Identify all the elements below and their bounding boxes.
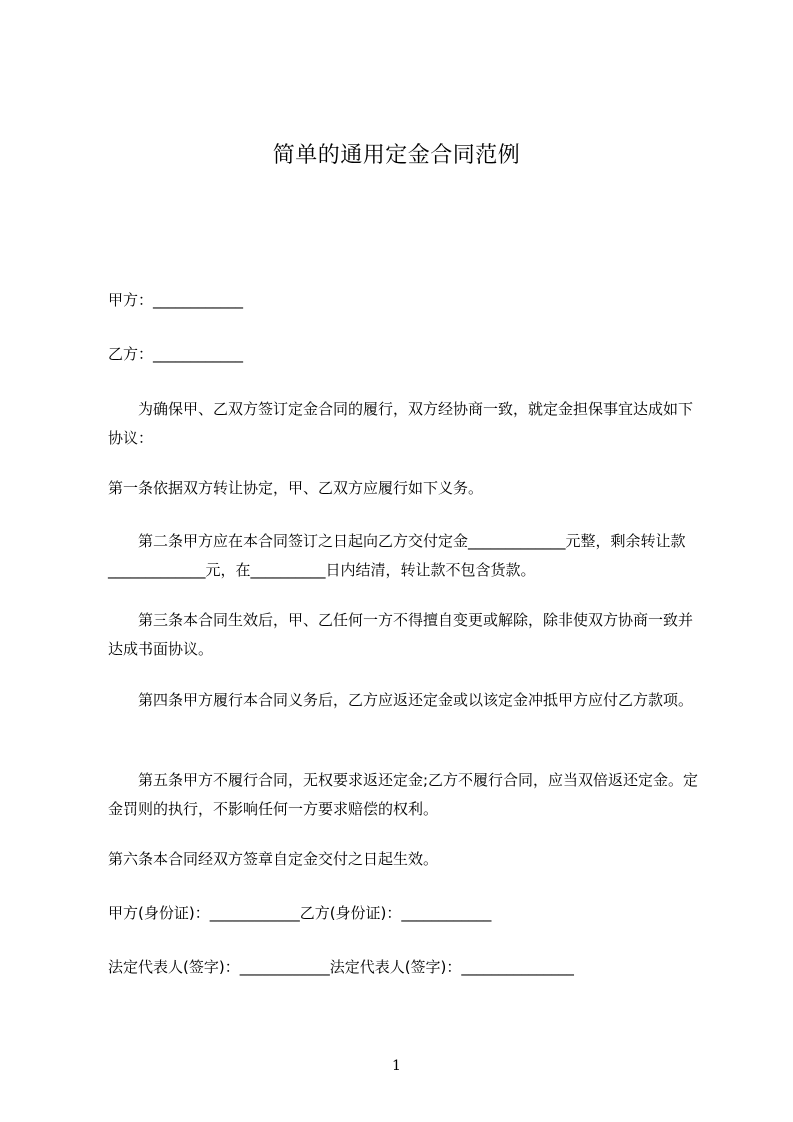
article-6: 第六条本合同经双方签章自定金交付之日起生效。 bbox=[108, 850, 439, 868]
article-1: 第一条依据双方转让协定，甲、乙双方应履行如下义务。 bbox=[108, 479, 484, 497]
article-2: 第二条甲方应在本合同签订之日起向乙方交付定金_____________元整，剩余转让款_____________元，在__________日内结清，转让款不包含货款。 bbox=[108, 532, 686, 579]
article-4: 第四条甲方履行本合同义务后，乙方应返还定金或以该定金冲抵甲方应付乙方款项。 bbox=[138, 691, 694, 709]
page-number: 1 bbox=[392, 1058, 401, 1074]
article-5: 第五条甲方不履行合同，无权要求返还定金;乙方不履行合同，应当双倍返还定金。定金罚则的执行，不影响任何一方要求赔偿的权利。 bbox=[108, 771, 699, 818]
document-title: 简单的通用定金合同范例 bbox=[272, 143, 521, 168]
party-a-line: 甲方：____________ bbox=[108, 291, 244, 309]
article-3: 第三条本合同生效后，甲、乙任何一方不得擅自变更或解除，除非使双方协商一致并达成书面协议。 bbox=[108, 611, 694, 658]
party-b-line: 乙方：____________ bbox=[108, 345, 244, 363]
representative-signature-line: 法定代表人(签字)：____________法定代表人(签字)：_______________ bbox=[108, 958, 574, 976]
id-signature-line: 甲方(身份证)：____________乙方(身份证)：____________ bbox=[108, 904, 492, 922]
intro-paragraph: 为确保甲、乙双方签订定金合同的履行，双方经协商一致，就定金担保事宜达成如下协议： bbox=[108, 400, 694, 447]
